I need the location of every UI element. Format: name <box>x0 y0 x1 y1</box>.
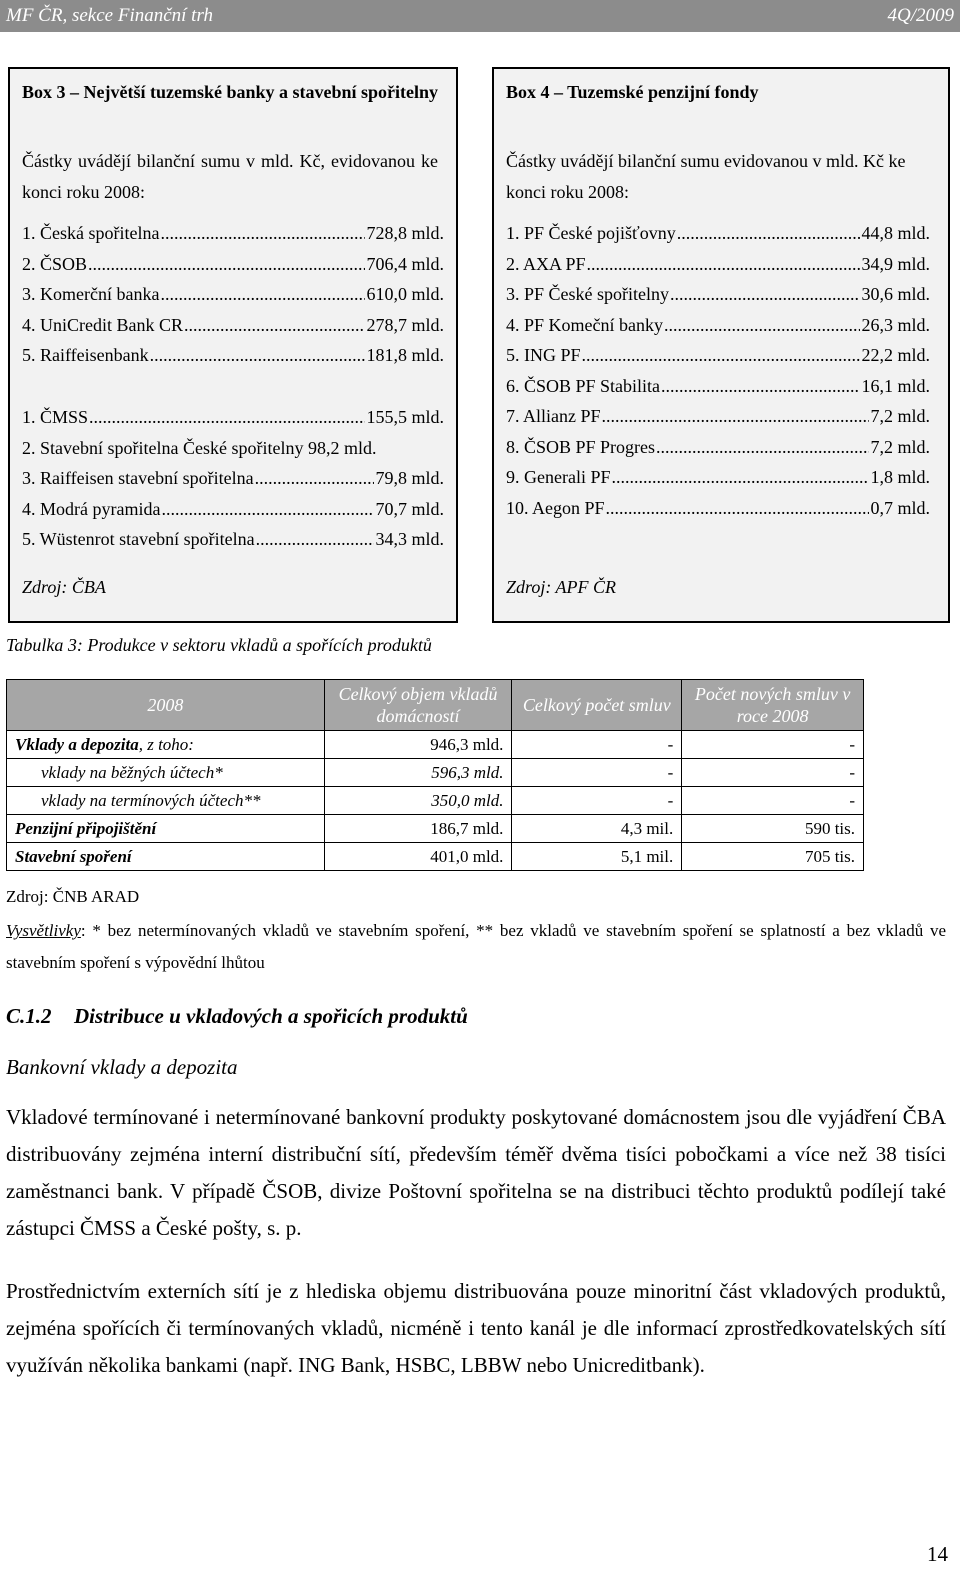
list-item: 9. Generali PF ..... 1,8 mld. <box>506 467 930 498</box>
row-label: Penzijní připojištění <box>7 815 325 843</box>
table-row: vklady na běžných účtech* 596,3 mld. - - <box>7 759 864 787</box>
box3-title: Box 3 – Největší tuzemské banky a stavební spořitelny <box>22 82 439 102</box>
savings-bank-list <box>22 407 444 560</box>
list-item: 3. Raiffeisen stavební spořitelna ..... 79,8 mld. <box>22 468 444 499</box>
row-label: vklady na termínových účtech** <box>7 787 325 815</box>
header-contracts: Celkový počet smluv <box>512 680 682 731</box>
list-item: 2. AXA PF ..... 34,9 mld. <box>506 254 930 285</box>
notes-label: Vysvětlivky <box>6 921 81 940</box>
list-item: 4. Modrá pyramida ..... 70,7 mld. <box>22 499 444 530</box>
list-item: 1. PF České pojišťovny ..... 44,8 mld. <box>506 223 930 254</box>
table-source: Zdroj: ČNB ARAD <box>6 887 140 906</box>
deposit-products-table <box>6 679 864 871</box>
header-new-contracts: Počet nových smluv v roce 2008 <box>682 680 864 731</box>
list-item: 5. ING PF ..... 22,2 mld. <box>506 345 930 376</box>
list-item: 6. ČSOB PF Stabilita ..... 16,1 mld. <box>506 376 930 407</box>
list-item: 4. UniCredit Bank CR ..... 278,7 mld. <box>22 315 444 346</box>
table-row: Vklady a depozita, z toho: 946,3 mld. - - <box>7 731 864 759</box>
row-label: Stavební spoření <box>7 843 325 871</box>
box-pension-funds <box>492 67 950 623</box>
row-label: vklady na běžných účtech* <box>7 759 325 787</box>
page-number: 14 <box>927 1542 948 1566</box>
list-item: 5. Raiffeisenbank ..... 181,8 mld. <box>22 345 444 376</box>
list-item: 3. PF České spořitelny ..... 30,6 mld. <box>506 284 930 315</box>
notes-text: : * bez netermínovaných vkladů ve stavebním spoření, ** bez vkladů ve stavebním spoření se splatností a bez vkladů ve stavebním spoření s výpovědní lhůtou <box>6 921 946 972</box>
list-item: 1. ČMSS ..... 155,5 mld. <box>22 407 444 438</box>
box3-intro: Částky uvádějí bilanční sumu v mld. Kč, evidovanou ke konci roku 2008: <box>22 151 438 202</box>
header-volume: Celkový objem vkladů domácností <box>324 680 512 731</box>
header-right: 4Q/2009 <box>887 5 954 26</box>
header-year: 2008 <box>7 680 325 731</box>
page-header <box>0 0 960 32</box>
list-item: 10. Aegon PF ..... 0,7 mld. <box>506 498 930 529</box>
header-left: MF ČR, sekce Finanční trh <box>6 5 214 26</box>
list-item: 3. Komerční banka ..... 610,0 mld. <box>22 284 444 315</box>
list-item: 1. Česká spořitelna ..... 728,8 mld. <box>22 223 444 254</box>
list-item: 8. ČSOB PF Progres ..... 7,2 mld. <box>506 437 930 468</box>
table-header-row <box>7 680 864 731</box>
box4-title: Box 4 – Tuzemské penzijní fondy <box>506 82 759 102</box>
section-title: Distribuce u vkladových a spořicích produktů <box>74 1004 468 1028</box>
box-largest-banks <box>8 67 458 623</box>
section-number: C.1.2 <box>6 1004 52 1028</box>
table-row: vklady na termínových účtech** 350,0 mld. - - <box>7 787 864 815</box>
table-caption: Tabulka 3: Produkce v sektoru vkladů a spořících produktů <box>6 635 432 655</box>
box4-source: Zdroj: APF ČR <box>506 577 617 597</box>
list-item: 5. Wüstenrot stavební spořitelna ..... 34,3 mld. <box>22 529 444 560</box>
table-row: Penzijní připojištění 186,7 mld. 4,3 mil. 590 tis. <box>7 815 864 843</box>
box4-intro: Částky uvádějí bilanční sumu evidovanou v mld. Kč ke konci roku 2008: <box>506 151 906 202</box>
box3-source: Zdroj: ČBA <box>22 577 106 597</box>
table-notes <box>6 915 946 979</box>
subsection-heading: Bankovní vklady a depozita <box>6 1055 238 1079</box>
section-heading <box>6 1004 468 1029</box>
paragraph: Vkladové termínované i netermínované bankovní produkty poskytované domácnostem jsou dle vyjádření ČBA distribuovány zejména interní distribuční sítí, především téměř dvěma tisíci pobočkami a více než 38 tisíci zaměstnanci bank. V případě ČSOB, divize Poštovní spořitelna se na distribuci těchto produktů podílejí také zástupci ČMSS a České pošty, s. p. <box>6 1105 946 1240</box>
bank-list <box>22 223 444 376</box>
paragraph: Prostřednictvím externích sítí je z hlediska objemu distribuována pouze minoritní část vkladových produktů, zejména spořících či termínovaných vkladů, nicméně i tento kanál je dle informací zprostředkovatelských sítí využíván několika bankami (např. ING Bank, HSBC, LBBW nebo Unicreditbank). <box>6 1279 946 1377</box>
list-item: 7. Allianz PF ..... 7,2 mld. <box>506 406 930 437</box>
list-item: 4. PF Komeční banky ..... 26,3 mld. <box>506 315 930 346</box>
list-item: 2. Stavební spořitelna České spořitelny 98,2 mld. <box>22 437 377 458</box>
row-label: Vklady a depozita <box>15 734 139 754</box>
table-row: Stavební spoření 401,0 mld. 5,1 mil. 705 tis. <box>7 843 864 871</box>
fund-list <box>506 223 930 528</box>
list-item: 2. ČSOB ..... 706,4 mld. <box>22 254 444 285</box>
